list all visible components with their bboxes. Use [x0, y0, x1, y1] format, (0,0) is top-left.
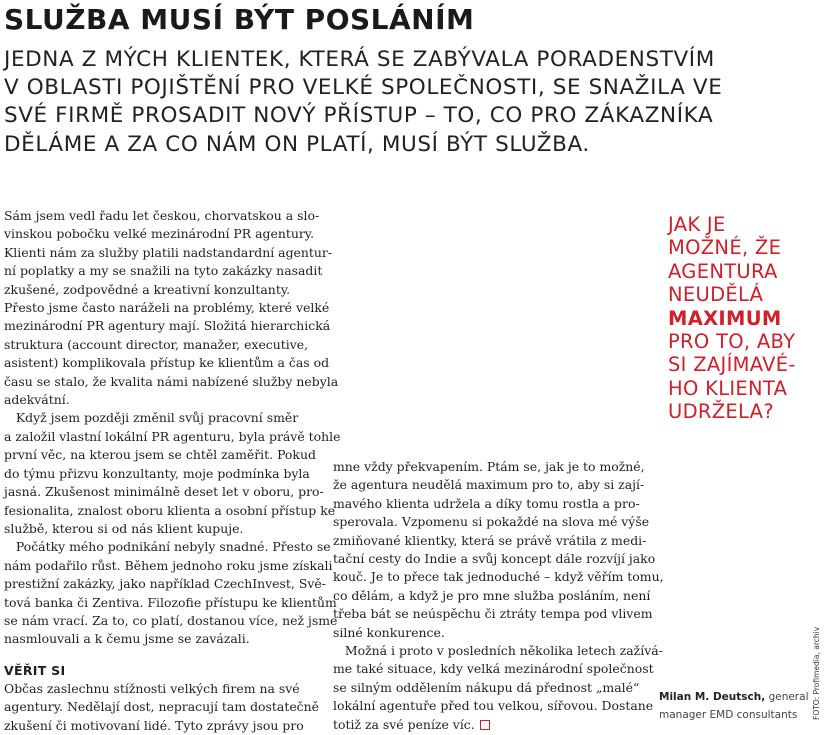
- body-line: času se stalo, že kvalita námi nabízené služby nebyla: [4, 373, 339, 389]
- body-line: a založil vlastní lokální PR agenturu, byla právě tohle: [4, 428, 341, 444]
- body-line: prestižní zakázky, jako například CzechInvest, Svě-: [4, 576, 326, 592]
- body-line: nám podařilo růst. Během jednoho roku jsme získali: [4, 557, 333, 573]
- body-line: agentury. Nedělají dost, nepracují tam dostatečně: [4, 699, 320, 715]
- body-line: mezinárodní PR agentury mají. Složitá hierarchická: [4, 318, 331, 334]
- body-line: službě, kterou si od nás klient kupuje.: [4, 520, 244, 536]
- lead-line: V OBLASTI POJIŠTĚNÍ PRO VELKÉ SPOLEČNOSTI, SE SNAŽILA VE: [4, 75, 723, 101]
- body-column-1: [4, 207, 340, 735]
- body-line: sperovala. Vzpomenu si pokaždé na slova mé výše: [333, 514, 650, 530]
- body-line: fesionalita, znalost oboru klienta a osobní přístup ke: [4, 502, 336, 518]
- body-line-text: totiž za své peníze víc.: [333, 716, 475, 732]
- body-line: co dělám, a když je pro mne služba posláním, není: [333, 587, 651, 603]
- body-last-line: [333, 716, 664, 734]
- body-column-2: [333, 458, 664, 734]
- pull-quote-line: HO KLIENTA: [668, 376, 788, 400]
- body-line: ní poplatky a my se snažili na tyto zakázky nasadit: [4, 263, 323, 279]
- body-line: Přesto jsme často naráželi na problémy, které velké: [4, 300, 330, 316]
- pull-quote-line: UDRŽELA?: [668, 400, 774, 424]
- pull-quote-line: PRO TO, ABY: [668, 330, 796, 354]
- body-line: Občas zaslechnu stížnosti velkých firem na své: [4, 680, 300, 696]
- pull-quote-line: AGENTURA: [668, 259, 778, 283]
- body-line: Možná i proto v posledních několika letech zažívá-: [333, 643, 663, 659]
- body-line: se silným oddělením nákupu dá přednost „malé“: [333, 679, 640, 695]
- author-line-1: [659, 688, 808, 706]
- pull-quote-line: JAK JE: [668, 213, 726, 236]
- body-line: Sám jsem vedl řadu let českou, chorvatskou a slo-: [4, 208, 320, 223]
- pull-quote: [668, 213, 796, 424]
- body-line: asistent) komplikovala přístup ke klientům a čas od: [4, 355, 330, 371]
- section-subheading: VĚŘIT SI: [4, 662, 66, 678]
- body-line: jasná. Zkušenost minimálně deset let v oboru, pro-: [4, 484, 324, 500]
- author-name: Milan M. Deutsch,: [659, 691, 766, 703]
- body-line: zmiňované klientky, která se právě vrátila z medi-: [333, 532, 647, 548]
- body-line: Když jsem později změnil svůj pracovní směr: [4, 410, 299, 426]
- pull-quote-line: MOŽNÉ, ŽE: [668, 236, 782, 260]
- article-lead: [4, 46, 724, 159]
- body-line: zkušené, zodpovědné a kreativní konzultanty.: [4, 281, 291, 297]
- lead-line: SVÉ FIRMĚ PROSADIT NOVÝ PŘÍSTUP – TO, CO PRO ZÁKAZNÍKA: [4, 103, 714, 129]
- author-role-line-2: manager EMD consultants: [659, 709, 798, 721]
- pull-quote-line: NEUDĚLÁ: [668, 283, 764, 307]
- body-line: Počátky mého podnikání nebyly snadné. Přesto se: [4, 539, 331, 555]
- pull-quote-emphasis: MAXIMUM: [668, 306, 782, 330]
- body-line: struktura (account director, manažer, executive,: [4, 336, 309, 352]
- body-line: kouč. Je to přece tak jednoduché – když věřím tomu,: [333, 569, 664, 585]
- body-line: me také situace, kdy velká mezinárodní společnost: [333, 661, 654, 677]
- end-mark-icon: [480, 720, 490, 730]
- body-line: mne vždy překvapením. Ptám se, jak je to možné,: [333, 459, 645, 474]
- pull-quote-line: SI ZAJÍMAVÉ-: [668, 353, 796, 377]
- body-line: třeba bát se neúspěchu či ztráty tempa pod vlivem: [333, 606, 653, 622]
- body-line: mavého klienta udržela a díky tomu rostla a pro-: [333, 495, 640, 511]
- body-line: se nám vrací. Za to, co platí, dostanou více, než jsme: [4, 612, 338, 628]
- body-line: první věc, na kterou jsem se chtěl zaměřit. Pokud: [4, 447, 316, 463]
- article-title: SLUŽBA MUSÍ BÝT POSLÁNÍM: [4, 3, 475, 36]
- body-line: do týmu přizvu konzultanty, moje podmínka byla: [4, 465, 310, 481]
- body-line: vinskou pobočku velké mezinárodní PR agentury.: [4, 226, 315, 242]
- photo-credit: FOTO: Profimedia, archiv: [812, 626, 821, 720]
- body-line: zkušení či motivovaní lidé. Tyto zprávy jsou pro: [4, 717, 304, 733]
- author-caption: [659, 688, 808, 724]
- body-line: tová banka či Zentiva. Filozofie přístupu ke klientům: [4, 594, 337, 610]
- body-line: tační cesty do Indie a svůj koncept dále rozvíjí jako: [333, 551, 656, 567]
- body-line: Klienti nám za služby platili nadstandardní agentur-: [4, 244, 333, 260]
- lead-line: JEDNA Z MÝCH KLIENTEK, KTERÁ SE ZABÝVALA PORADENSTVÍM: [4, 47, 715, 72]
- lead-line: DĚLÁME A ZA CO NÁM ON PLATÍ, MUSÍ BÝT SLUŽBA.: [4, 131, 590, 157]
- author-role: general: [765, 691, 809, 703]
- body-line: nasmlouvali a k čemu jsme se zavázali.: [4, 631, 250, 647]
- body-line: adekvátní.: [4, 392, 70, 408]
- body-line: že agentura neudělá maximum pro to, aby si zají-: [333, 477, 645, 493]
- body-line: silné konkurence.: [333, 624, 445, 640]
- body-line: lokální agentuře před tou velkou, sířovou. Dostane: [333, 698, 654, 714]
